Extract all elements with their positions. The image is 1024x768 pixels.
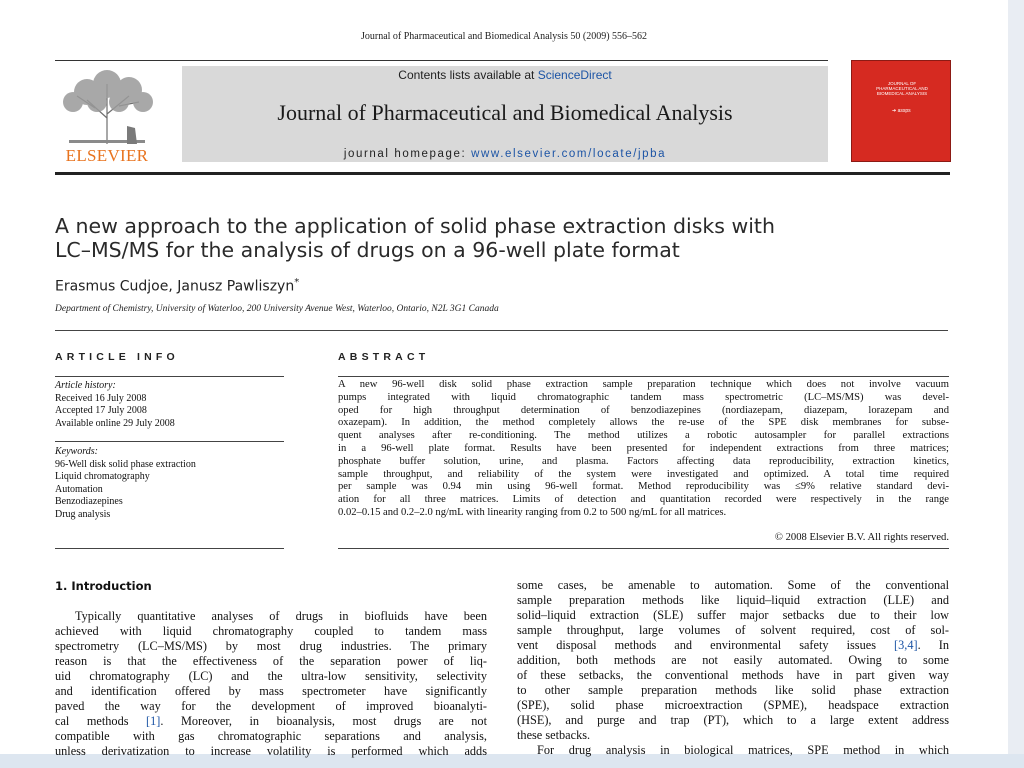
contents-prefix: Contents lists available at (398, 68, 538, 82)
keyword: Liquid chromatography (55, 471, 150, 482)
author-list (55, 277, 299, 295)
keyword: Automation (55, 483, 103, 495)
abstract-line: 0.02–0.15 and 0.2–2.0 ng/mL with linearity ranging from 0.2 to 500 ng/mL for all matrices. (338, 506, 727, 518)
body-line: (SPE), solid phase microextraction (SPME), headspace extraction (517, 698, 949, 712)
homepage-link[interactable]: www.elsevier.com/locate/jpba (471, 148, 667, 160)
journal-name: Journal of Pharmaceutical and Biomedical Analysis (277, 100, 733, 125)
body-line: Typically quantitative analyses of drugs in biofluids have been (75, 609, 487, 623)
journal-cover-thumbnail (851, 60, 951, 162)
masthead-rule (55, 172, 950, 175)
cover-title: JOURNAL OF PHARMACEUTICAL AND BIOMEDICAL ANALYSIS (876, 81, 928, 96)
body-line: to other sample preparation methods like solid phase extraction (517, 683, 949, 697)
body-line: sample preparation methods like liquid–liquid extraction (LLE) and (517, 593, 949, 607)
body-line: sample throughput, large volumes of solvent required, cost of sol- (517, 623, 949, 637)
body-line: uid chromatography (LC) and the ultra-low sensitivity, selectivity (55, 669, 487, 683)
history-entry: Accepted 17 July 2008 (55, 405, 147, 416)
body-line: compatible with gas chromatographic separations and analysis, (55, 729, 487, 743)
info-end-rule (55, 548, 284, 549)
authors: Erasmus Cudjoe, Janusz Pawliszyn (55, 278, 295, 295)
abstract-line: oxazepam). In addition, the method completely allows the re-use of the SPE disk membranes for subse- (338, 417, 949, 429)
body-line: (HSE), and purge and trap (PT), which to a large extent address (517, 713, 949, 727)
introduction-heading: 1. Introduction (55, 579, 152, 593)
citation-link[interactable]: [1] (146, 714, 161, 728)
introduction-right-column (517, 578, 949, 758)
body-line: of these setbacks, the conventional methods have in part given way (517, 668, 949, 682)
corresponding-author-mark[interactable]: * (294, 277, 300, 288)
journal-homepage (182, 148, 828, 160)
abstract-line: pumps integrated with liquid chromatographic tandem mass spectrometric (LC–MS/MS) was devel- (338, 391, 949, 403)
article-history (55, 380, 175, 430)
introduction-left-column (55, 609, 487, 759)
abstract-body (338, 379, 949, 520)
body-line: and identification offered by mass spectrometer have significantly (55, 684, 487, 698)
body-line: unless derivatization to increase volatility is performed which adds (55, 744, 487, 758)
homepage-prefix: journal homepage: (343, 148, 472, 160)
contents-availability (182, 68, 828, 82)
affiliation: Department of Chemistry, University of Waterloo, 200 University Avenue West, Waterloo, Ontario, N2L 3G1 Canada (55, 304, 499, 314)
abstract-line: A new 96-well disk solid phase extraction sample preparation technique which does not involve vacuum (338, 379, 949, 390)
body-line: some cases, be amenable to automation. Some of the conventional (517, 578, 949, 592)
title-line: LC–MS/MS for the analysis of drugs on a 96-well plate format (55, 238, 680, 262)
body-line: reason is that the effectiveness of the separation power of liq- (55, 654, 487, 668)
viewer-side-margin (1008, 0, 1024, 768)
journal-citation: Journal of Pharmaceutical and Biomedical Analysis 50 (2009) 556–562 (360, 31, 648, 42)
keywords-label: Keywords: (55, 446, 98, 457)
abstract-line: in a 96-well plate format. Results have been presented for independent extractions from three matrices; (338, 442, 949, 454)
history-entry: Received 16 July 2008 (55, 392, 147, 404)
keyword: Drug analysis (55, 508, 111, 520)
body-line: addition, both methods are not easily automated. Owing to some (517, 653, 949, 667)
elsevier-wordmark: ELSEVIER (65, 146, 149, 165)
abstract-line: per sample was 0.94 min using 96-well format. Method reproducibility was ≤9% relative standard devi- (338, 481, 949, 493)
affiliation-rule (55, 330, 948, 331)
info-rule (55, 376, 284, 377)
body-line: vent disposal methods and environmental safety issues [3,4]. In (517, 638, 949, 652)
abstract-line: sample throughput, and reliability of the system were investigated and optimized. A total time required (338, 468, 949, 480)
body-line: For drug analysis in biological matrices, SPE method in which (537, 743, 949, 757)
body-line: achieved with liquid chromatography coupled to tandem mass (55, 624, 487, 638)
body-line: spectrometry (LC–MS/MS) by most drug industries. The primary (55, 639, 487, 653)
cover-publisher: ➔ assps (892, 108, 911, 114)
sciencedirect-link[interactable]: ScienceDirect (537, 68, 612, 82)
keyword: 96-Well disk solid phase extraction (55, 458, 196, 470)
article-title (55, 214, 915, 262)
abstract-line: oped for high throughput determination of benzodiazepines (nordiazepam, diazepam, lorazepam and (338, 404, 949, 416)
abstract-line: quent analyses after re-conditioning. The method utilizes a robotic autosampler for parallel extractions (338, 430, 949, 442)
body-line: paved the way for the development of improved bioanalyti- (55, 699, 487, 713)
keyword: Benzodiazepines (55, 496, 123, 507)
header-rule (55, 60, 828, 61)
abstract-end-rule (338, 548, 949, 549)
keywords-rule (55, 441, 284, 442)
abstract-heading: ABSTRACT (338, 351, 430, 363)
journal-banner (182, 66, 828, 162)
body-line: solid–liquid extraction (SLE) suffer major setbacks due to their low (517, 608, 949, 622)
abstract-line: phosphate buffer solution, urine, and plasma. Factors affecting data reproducibility, extraction kinetics, (338, 455, 949, 467)
history-entry: Available online 29 July 2008 (55, 417, 175, 429)
keywords (55, 446, 196, 521)
copyright-notice: © 2008 Elsevier B.V. All rights reserved. (774, 532, 949, 543)
history-label: Article history: (55, 380, 116, 391)
elsevier-logo (55, 66, 159, 165)
abstract-line: ation for all three matrices. Limits of detection and quantitation recorded were respectively in the range (338, 494, 949, 506)
abstract-rule (338, 376, 949, 377)
citation-link[interactable]: [3,4] (894, 638, 918, 652)
article-info-heading: ARTICLE INFO (55, 351, 179, 363)
tree-icon (57, 66, 157, 146)
body-line: these setbacks. (517, 728, 591, 742)
title-line: A new approach to the application of solid phase extraction disks with (55, 214, 775, 238)
body-line: cal methods [1]. Moreover, in bioanalysis, most drugs are not (55, 714, 487, 728)
